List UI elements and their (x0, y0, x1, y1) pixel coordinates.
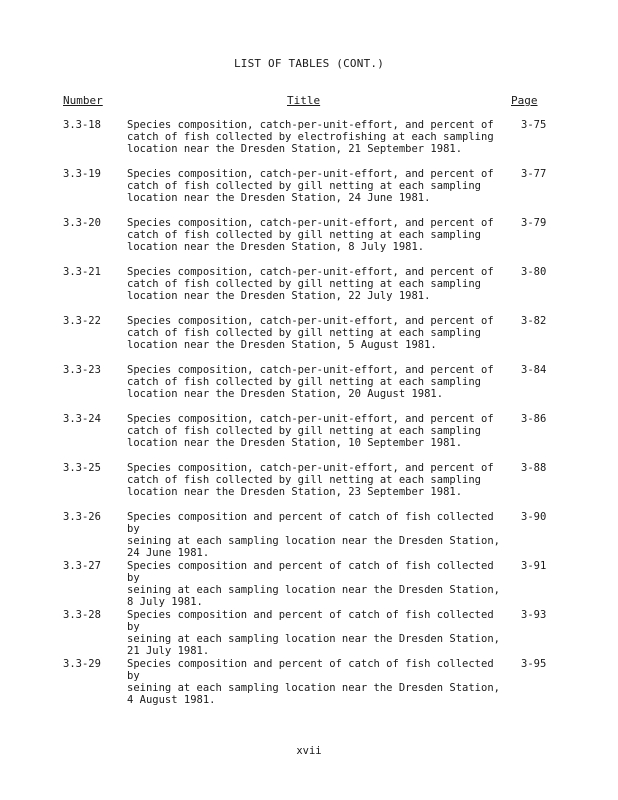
table-title: Species composition, catch-per-unit-effort, and percent of catch of fish collected by gill netting at each sampling location near the Dresden Station, 24 June 1981. (127, 168, 494, 204)
table-page: 3-79 (521, 217, 547, 229)
table-entry (0, 168, 618, 217)
table-number: 3.3-19 (63, 168, 101, 180)
table-entry (0, 658, 618, 707)
table-page: 3-90 (521, 511, 547, 523)
column-header-number: Number (63, 94, 103, 107)
table-title: Species composition, catch-per-unit-effort, and percent of catch of fish collected by gill netting at each sampling location near the Dresden Station, 10 September 1981. (127, 413, 494, 449)
table-entry (0, 413, 618, 462)
table-number: 3.3-23 (63, 364, 101, 376)
table-entry (0, 266, 618, 315)
page-folio: xvii (296, 745, 322, 757)
table-entry (0, 462, 618, 511)
table-title: Species composition, catch-per-unit-effort, and percent of catch of fish collected by gill netting at each sampling location near the Dresden Station, 5 August 1981. (127, 315, 494, 351)
table-page: 3-84 (521, 364, 547, 376)
table-title: Species composition and percent of catch of fish collected by seining at each sampling location near the Dresden Station, 24 June 1981. (127, 511, 500, 559)
table-page: 3-93 (521, 609, 547, 621)
table-entry (0, 609, 618, 658)
table-title: Species composition, catch-per-unit-effort, and percent of catch of fish collected by gill netting at each sampling location near the Dresden Station, 8 July 1981. (127, 217, 494, 253)
table-page: 3-91 (521, 560, 547, 572)
table-number: 3.3-26 (63, 511, 101, 523)
table-page: 3-95 (521, 658, 547, 670)
column-header-page: Page (511, 94, 538, 107)
table-entry (0, 119, 618, 168)
page-title: LIST OF TABLES (CONT.) (233, 57, 385, 70)
table-page: 3-77 (521, 168, 547, 180)
table-title: Species composition, catch-per-unit-effort, and percent of catch of fish collected by gill netting at each sampling location near the Dresden Station, 20 August 1981. (127, 364, 494, 400)
table-entry (0, 511, 618, 560)
table-title: Species composition, catch-per-unit-effort, and percent of catch of fish collected by gill netting at each sampling location near the Dresden Station, 23 September 1981. (127, 462, 494, 498)
table-title: Species composition and percent of catch of fish collected by seining at each sampling location near the Dresden Station, 21 July 1981. (127, 609, 500, 657)
table-number: 3.3-24 (63, 413, 101, 425)
table-page: 3-75 (521, 119, 547, 131)
table-list (0, 119, 618, 707)
column-header-title: Title (287, 94, 321, 107)
table-title: Species composition, catch-per-unit-effort, and percent of catch of fish collected by electrofishing at each sampling location near the Dresden Station, 21 September 1981. (127, 119, 494, 155)
table-number: 3.3-28 (63, 609, 101, 621)
table-entry (0, 560, 618, 609)
table-number: 3.3-20 (63, 217, 101, 229)
table-number: 3.3-21 (63, 266, 101, 278)
table-page: 3-88 (521, 462, 547, 474)
table-title: Species composition and percent of catch of fish collected by seining at each sampling location near the Dresden Station, 4 August 1981. (127, 658, 500, 706)
table-number: 3.3-25 (63, 462, 101, 474)
table-page: 3-82 (521, 315, 547, 327)
table-entry (0, 315, 618, 364)
table-title: Species composition and percent of catch of fish collected by seining at each sampling location near the Dresden Station, 8 July 1981. (127, 560, 500, 608)
table-entry (0, 217, 618, 266)
table-number: 3.3-22 (63, 315, 101, 327)
table-number: 3.3-18 (63, 119, 101, 131)
table-page: 3-86 (521, 413, 547, 425)
table-entry (0, 364, 618, 413)
table-page: 3-80 (521, 266, 547, 278)
table-number: 3.3-29 (63, 658, 101, 670)
table-title: Species composition, catch-per-unit-effort, and percent of catch of fish collected by gill netting at each sampling location near the Dresden Station, 22 July 1981. (127, 266, 494, 302)
table-number: 3.3-27 (63, 560, 101, 572)
